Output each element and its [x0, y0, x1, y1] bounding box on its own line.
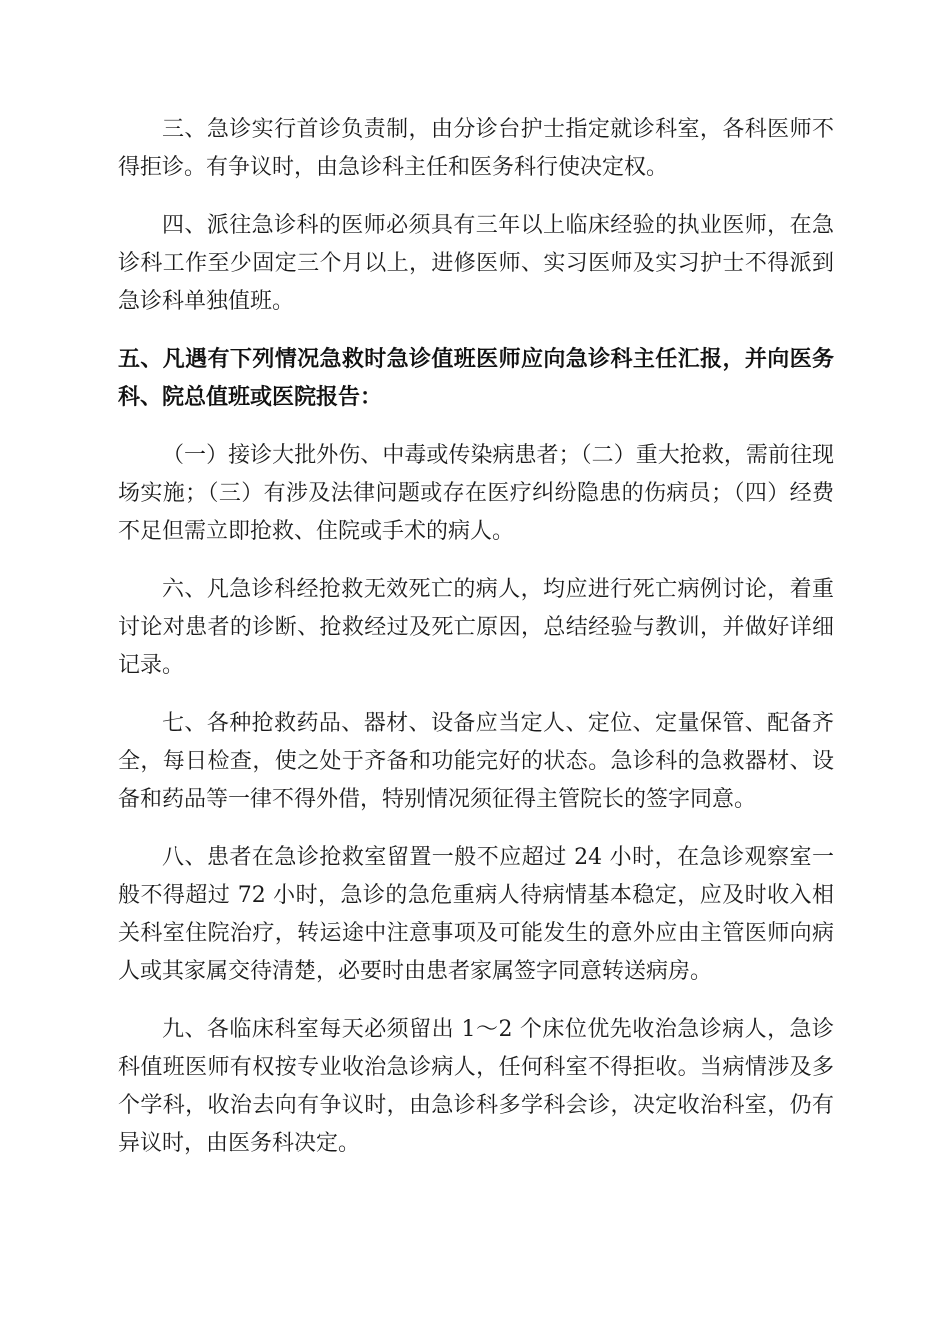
paragraph-item-5-details: （一）接诊大批外伤、中毒或传染病患者；（二）重大抢救，需前往现场实施；（三）有涉及法律问题或存在医疗纠纷隐患的伤病员；（四）经费不足但需立即抢救、住院或手术的病人。: [118, 443, 834, 544]
paragraph-item-8: 八、患者在急诊抢救室留置一般不应超过 24 小时，在急诊观察室一般不得超过 72 小时，急诊的急危重病人待病情基本稳定，应及时收入相关科室住院治疗，转运途中注意事项及可能发生的意外应由主管医师向病人或其家属交待清楚，必要时由患者家属签字同意转送病房。: [118, 845, 834, 984]
document-body: [118, 111, 834, 1183]
paragraph-item-6: 六、凡急诊科经抢救无效死亡的病人，均应进行死亡病例讨论，着重讨论对患者的诊断、抢救经过及死亡原因，总结经验与教训，并做好详细记录。: [118, 577, 834, 678]
paragraph-item-7: 七、各种抢救药品、器材、设备应当定人、定位、定量保管、配备齐全，每日检查，使之处于齐备和功能完好的状态。急诊科的急救器材、设备和药品等一律不得外借，特别情况须征得主管院长的签字同意。: [118, 711, 834, 812]
paragraph-item-5-heading: 五、凡遇有下列情况急救时急诊值班医师应向急诊科主任汇报，并向医务科、院总值班或医院报告：: [118, 347, 834, 410]
paragraph-item-4: 四、派往急诊科的医师必须具有三年以上临床经验的执业医师，在急诊科工作至少固定三个月以上，进修医师、实习医师及实习护士不得派到急诊科单独值班。: [118, 213, 834, 314]
paragraph-item-9: 九、各临床科室每天必须留出 1～2 个床位优先收治急诊病人，急诊科值班医师有权按专业收治急诊病人，任何科室不得拒收。当病情涉及多个学科，收治去向有争议时，由急诊科多学科会诊，决定收治科室，仍有异议时，由医务科决定。: [118, 1017, 834, 1156]
paragraph-item-3: 三、急诊实行首诊负责制，由分诊台护士指定就诊科室，各科医师不得拒诊。有争议时，由急诊科主任和医务科行使决定权。: [118, 117, 834, 180]
